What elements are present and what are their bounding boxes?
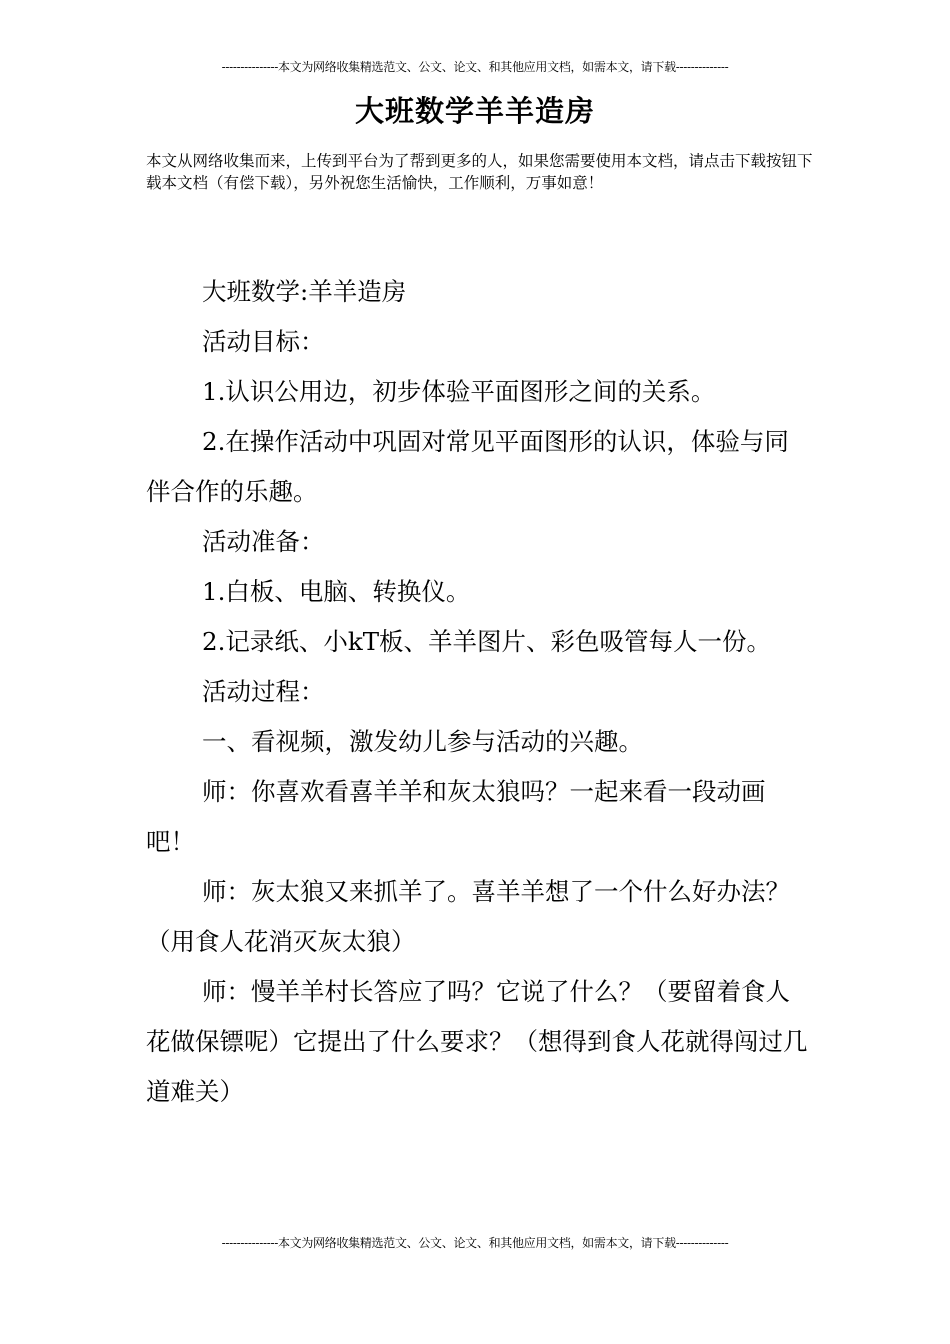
header-note: ---------------本文为网络收集精选范文、公文、论文、和其他应用文档，如需本文，请下载--------------	[221, 60, 729, 74]
body-paragraph-dialogue-1: 师：你喜欢看喜羊羊和灰太狼吗？一起来看一段动画吧！	[146, 777, 766, 856]
body-paragraph-goals-heading: 活动目标：	[202, 327, 325, 356]
body-paragraph-prep-heading: 活动准备：	[202, 527, 325, 556]
body-paragraph-goal-2: 2.在操作活动中巩固对常见平面图形的认识，体验与同伴合作的乐趣。	[146, 427, 789, 506]
body-paragraph-process-heading: 活动过程：	[202, 677, 325, 706]
document-title: 大班数学羊羊造房	[354, 94, 595, 128]
body-paragraph-dialogue-2: 师：灰太狼又来抓羊了。喜羊羊想了一个什么好办法？（用食人花消灭灰太狼）	[146, 877, 790, 956]
body-paragraph-heading: 大班数学:羊羊造房	[202, 277, 407, 306]
intro-paragraph: 本文从网络收集而来，上传到平台为了帮到更多的人，如果您需要使用本文档，请点击下载按钮下载本文档（有偿下载），另外祝您生活愉快，工作顺利，万事如意！	[146, 152, 813, 192]
body-paragraph-goal-1: 1.认识公用边，初步体验平面图形之间的关系。	[202, 377, 716, 406]
footer-note: ---------------本文为网络收集精选范文、公文、论文、和其他应用文档，如需本文，请下载--------------	[221, 1236, 729, 1250]
body-paragraph-prep-1: 1.白板、电脑、转换仪。	[202, 577, 471, 606]
body-paragraph-prep-2: 2.记录纸、小kT板、羊羊图片、彩色吸管每人一份。	[202, 627, 772, 656]
body-paragraph-step-1: 一、看视频，激发幼儿参与活动的兴趣。	[202, 727, 643, 756]
body-paragraph-dialogue-3: 师：慢羊羊村长答应了吗？它说了什么？（要留着食人花做保镖呢）它提出了什么要求？（想得到食人花就得闯过几道难关）	[146, 977, 808, 1106]
document-body	[146, 267, 810, 1117]
